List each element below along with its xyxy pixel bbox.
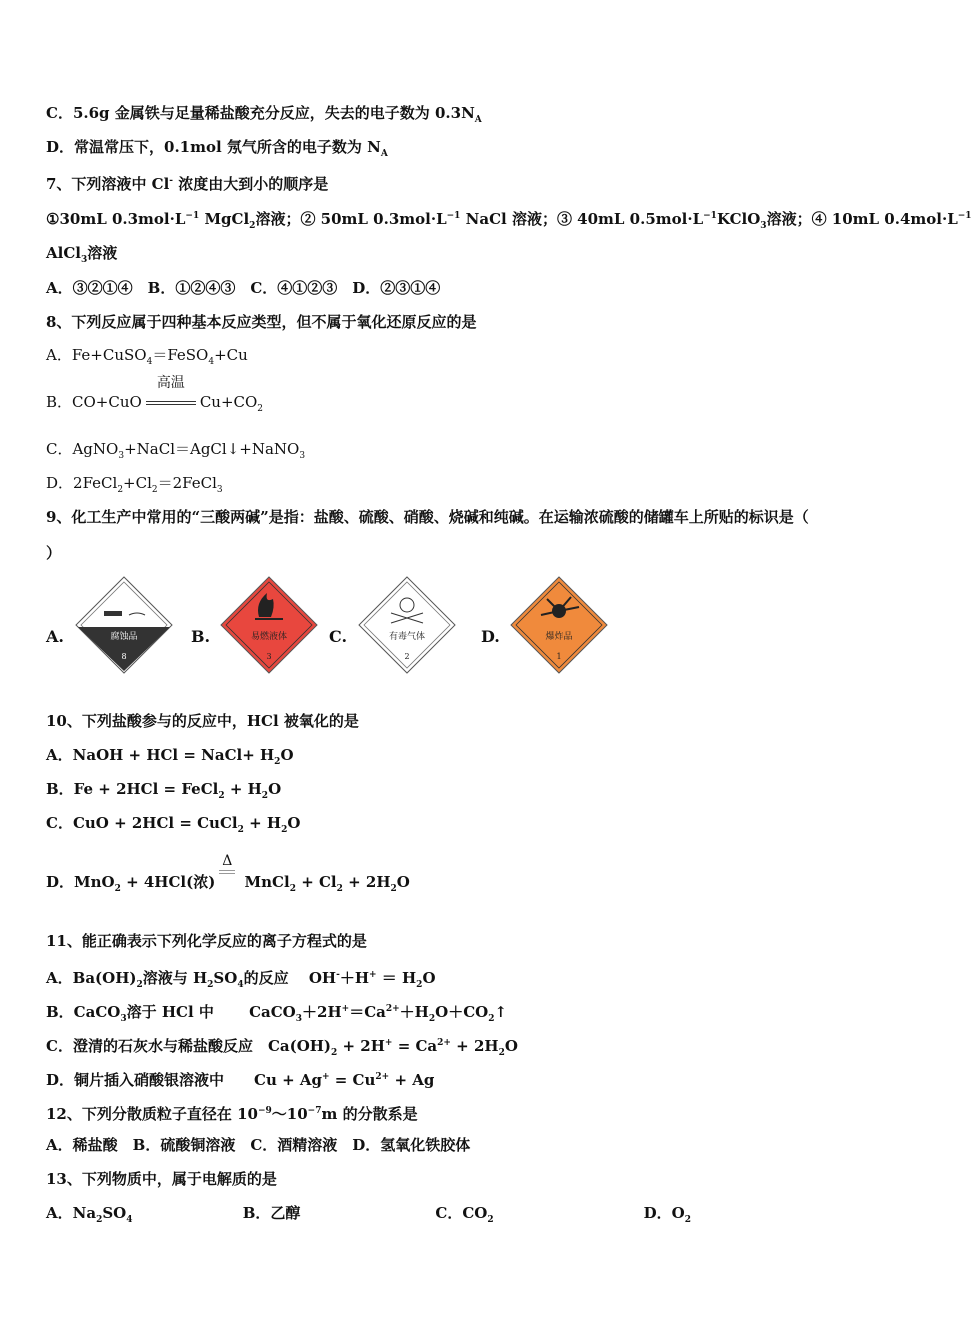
text-segment: B．Fe + 2HCl = FeCl <box>46 780 219 798</box>
subscript: A <box>380 149 388 159</box>
text-segment: ＝ H <box>376 969 417 987</box>
text-segment: A．Fe+CuSO <box>46 346 147 364</box>
text-segment: O <box>504 1037 518 1055</box>
supscript: −9 <box>257 1106 272 1116</box>
hazard-diamond-icon <box>219 575 319 675</box>
hazard-sign-4 <box>509 575 609 679</box>
option-letter: D. <box>481 627 500 646</box>
hazard-sign-3 <box>357 575 457 679</box>
hazard-diamond-icon <box>357 575 457 675</box>
subscript: 4 <box>146 357 153 367</box>
text-segment: D．铜片插入硝酸银溶液中 Cu + Ag <box>46 1071 322 1089</box>
text-segment: A．③②①④ B．①②④③ C．④①②③ D．②③①④ <box>46 279 441 297</box>
text-segment: 溶液与 H <box>142 969 208 987</box>
subscript: 2 <box>336 884 343 894</box>
text-segment: Cu+CO <box>199 393 258 411</box>
text-segment: + Ag <box>389 1071 435 1089</box>
text-segment: A．Na <box>46 1204 97 1222</box>
text-line <box>46 853 410 899</box>
text-segment: O <box>396 873 410 891</box>
text-segment: +Cu <box>214 346 248 364</box>
sign-label: 易燃液体 <box>250 632 288 642</box>
subscript: 2 <box>289 884 296 894</box>
text-segment: O <box>280 746 294 764</box>
subscript: 4 <box>237 980 244 990</box>
supscript: 2+ <box>385 1004 400 1014</box>
text-segment: MgCl <box>199 210 250 228</box>
subscript: 2 <box>684 1215 691 1225</box>
supscript: - <box>336 970 340 980</box>
subscript: 2 <box>117 485 124 495</box>
text-line <box>46 965 436 995</box>
supscript: −1 <box>957 211 972 221</box>
equals-sign <box>146 401 196 405</box>
text-segment: SO <box>213 969 238 987</box>
supscript: + <box>322 1072 330 1082</box>
text-segment: 7、下列溶液中 Cl <box>46 175 170 193</box>
hazard-diamond-icon <box>509 575 609 675</box>
text-line <box>46 1203 691 1230</box>
text-line <box>46 278 440 298</box>
sign-class-number: 2 <box>404 652 410 661</box>
supscript: + <box>369 970 377 980</box>
supscript: - <box>169 176 174 186</box>
text-line <box>46 1067 434 1090</box>
text-line <box>46 171 328 194</box>
text-segment: + H <box>243 814 282 832</box>
text-segment: ↑ <box>494 1003 508 1021</box>
text-segment: C．澄清的石灰水与稀盐酸反应 Ca(OH) <box>46 1037 332 1055</box>
text-segment: C．AgNO <box>46 440 119 458</box>
text-line <box>46 439 305 466</box>
q9-hazard-signs <box>46 575 646 675</box>
sign-label: 有毒气体 <box>388 632 426 642</box>
text-segment: O <box>422 969 436 987</box>
text-segment: B．CO+CuO <box>46 393 142 411</box>
supscript: −7 <box>307 1106 322 1116</box>
text-line <box>46 1135 470 1155</box>
text-segment: ＋2H <box>302 1003 342 1021</box>
reaction-condition <box>219 853 235 893</box>
text-segment: KClO <box>716 210 761 228</box>
text-line <box>46 813 300 840</box>
subscript: 2 <box>218 791 225 801</box>
subscript: 4 <box>126 1215 133 1225</box>
text-segment: ＝2FeCl <box>157 474 217 492</box>
subscript: 2 <box>390 884 397 894</box>
text-segment: MnCl <box>239 873 290 891</box>
text-line <box>46 507 809 527</box>
text-segment: = Cu <box>329 1071 376 1089</box>
text-line <box>46 1169 277 1189</box>
text-segment: A．NaOH + HCl = NaCl+ H <box>46 746 275 764</box>
supscript: 2+ <box>375 1072 390 1082</box>
reaction-condition <box>146 375 196 413</box>
subscript: A <box>474 115 482 125</box>
text-segment: + 4HCl(浓) <box>120 873 216 891</box>
text-segment: AlCl <box>46 244 81 262</box>
text-segment: + Cl <box>295 873 337 891</box>
text-line <box>46 543 61 563</box>
option-letter: A. <box>46 627 64 646</box>
text-line <box>46 312 476 332</box>
text-line <box>46 345 248 372</box>
subscript: 2 <box>257 404 264 414</box>
text-segment: 12、下列分散质粒子直径在 10 <box>46 1105 258 1123</box>
subscript: 3 <box>216 485 223 495</box>
subscript: 2 <box>274 757 281 767</box>
text-line <box>46 473 223 500</box>
condition-label: 高温 <box>156 375 185 391</box>
sign-label: 腐蚀品 <box>110 632 138 642</box>
subscript: 2 <box>488 1014 495 1024</box>
text-segment: ＋H <box>339 969 369 987</box>
text-line <box>46 1033 518 1063</box>
text-line <box>46 375 264 419</box>
text-segment: 溶液 <box>87 244 118 262</box>
subscript: 2 <box>331 1048 338 1058</box>
supscript: + <box>341 1004 350 1014</box>
text-segment: D．常温常压下，0.1mol 氖气所含的电子数为 N <box>46 138 381 156</box>
subscript: 3 <box>760 221 767 231</box>
text-line <box>46 137 388 164</box>
subscript: 2 <box>281 825 288 835</box>
text-line <box>46 243 117 270</box>
text-segment: C．5.6g 金属铁与足量稀盐酸充分反应，失去的电子数为 0.3N <box>46 104 475 122</box>
text-segment: B．乙醇 C．CO <box>132 1204 488 1222</box>
hazard-sign-1 <box>74 575 174 679</box>
text-segment: NaCl 溶液；③ 40mL 0.5mol·L <box>460 210 704 228</box>
text-segment: A．Ba(OH) <box>46 969 137 987</box>
subscript: 2 <box>237 825 244 835</box>
text-segment: + 2H <box>342 873 391 891</box>
subscript: 2 <box>136 980 143 990</box>
text-segment: D．MnO <box>46 873 115 891</box>
text-segment: C．CuO + 2HCl = CuCl <box>46 814 238 832</box>
subscript: 2 <box>96 1215 103 1225</box>
subscript: 4 <box>208 357 215 367</box>
text-segment: + 2H <box>450 1037 499 1055</box>
subscript: 2 <box>261 791 269 801</box>
text-segment: 13、下列物质中，属于电解质的是 <box>46 1170 277 1188</box>
subscript: 2 <box>498 1048 505 1058</box>
supscript: 2+ <box>437 1038 451 1048</box>
subscript: 2 <box>114 884 121 894</box>
text-segment: D．2FeCl <box>46 474 118 492</box>
text-segment: 11、能正确表示下列化学反应的离子方程式的是 <box>46 932 367 950</box>
sign-class-number: 8 <box>121 652 127 661</box>
subscript: 3 <box>118 451 125 461</box>
text-segment: ＝FeSO <box>152 346 209 364</box>
text-segment: 浓度由大到小的顺序是 <box>173 175 329 193</box>
text-segment: ～10 <box>271 1105 308 1123</box>
hazard-diamond-icon <box>74 575 174 675</box>
text-segment: B．CaCO <box>46 1003 121 1021</box>
text-segment: 10、下列盐酸参与的反应中，HCl 被氧化的是 <box>46 712 359 730</box>
text-segment: O＋CO <box>435 1003 489 1021</box>
subscript: 2 <box>207 980 214 990</box>
text-line <box>46 999 507 1029</box>
text-line <box>46 931 367 951</box>
subscript: 2 <box>487 1215 494 1225</box>
text-segment: ） <box>46 544 62 562</box>
text-segment: m 的分散系是 <box>321 1105 418 1123</box>
text-segment: + H <box>224 780 262 798</box>
sign-class-number: 3 <box>266 652 272 661</box>
supscript: + <box>384 1038 393 1048</box>
equals-sign <box>219 870 235 874</box>
hazard-sign-2 <box>219 575 319 679</box>
sign-label: 爆炸品 <box>545 632 573 642</box>
subscript: 3 <box>80 255 88 265</box>
text-segment: SO <box>102 1204 127 1222</box>
subscript: 3 <box>120 1014 127 1024</box>
text-segment: ＋H <box>399 1003 429 1021</box>
text-segment: 8、下列反应属于四种基本反应类型，但不属于氧化还原反应的是 <box>46 313 477 331</box>
text-segment: O <box>268 780 282 798</box>
option-letter: C. <box>329 627 348 646</box>
text-line <box>46 779 281 806</box>
subscript: 2 <box>416 980 423 990</box>
supscript: −1 <box>446 211 461 221</box>
text-segment: 溶液；④ 10mL 0.4mol·L <box>766 210 958 228</box>
text-segment: D．O <box>493 1204 685 1222</box>
text-segment: 的反应 OH <box>243 969 337 987</box>
option-letter: B. <box>191 627 211 646</box>
text-line <box>46 103 482 130</box>
supscript: −1 <box>703 211 717 221</box>
subscript: 3 <box>299 451 306 461</box>
condition-label: Δ <box>222 853 233 869</box>
text-segment: O <box>287 814 301 832</box>
text-segment: +Cl <box>123 474 152 492</box>
text-segment: ①30mL 0.3mol·L <box>46 210 186 228</box>
text-segment: +NaCl＝AgCl↓+NaNO <box>124 440 300 458</box>
text-segment: = Ca <box>392 1037 438 1055</box>
text-segment: A．稀盐酸 B．硫酸铜溶液 C．酒精溶液 D．氢氧化铁胶体 <box>46 1136 471 1154</box>
text-segment: 溶于 HCl 中 CaCO <box>126 1003 296 1021</box>
text-segment: + 2H <box>337 1037 385 1055</box>
subscript: 2 <box>151 485 158 495</box>
text-segment: 9、化工生产中常用的“三酸两碱”是指：盐酸、硫酸、硝酸、烧碱和纯碱。在运输浓硫酸的储罐车上所贴的标识是（ <box>46 508 809 526</box>
text-line <box>46 1101 418 1124</box>
text-line <box>46 206 972 236</box>
subscript: 3 <box>295 1014 303 1024</box>
sign-class-number: 1 <box>556 652 562 661</box>
subscript: 2 <box>249 221 256 231</box>
text-segment: ＝Ca <box>349 1003 386 1021</box>
text-line <box>46 745 294 772</box>
supscript: −1 <box>185 211 200 221</box>
text-segment: 溶液；② 50mL 0.3mol·L <box>255 210 447 228</box>
text-line <box>46 711 359 731</box>
subscript: 2 <box>428 1014 436 1024</box>
